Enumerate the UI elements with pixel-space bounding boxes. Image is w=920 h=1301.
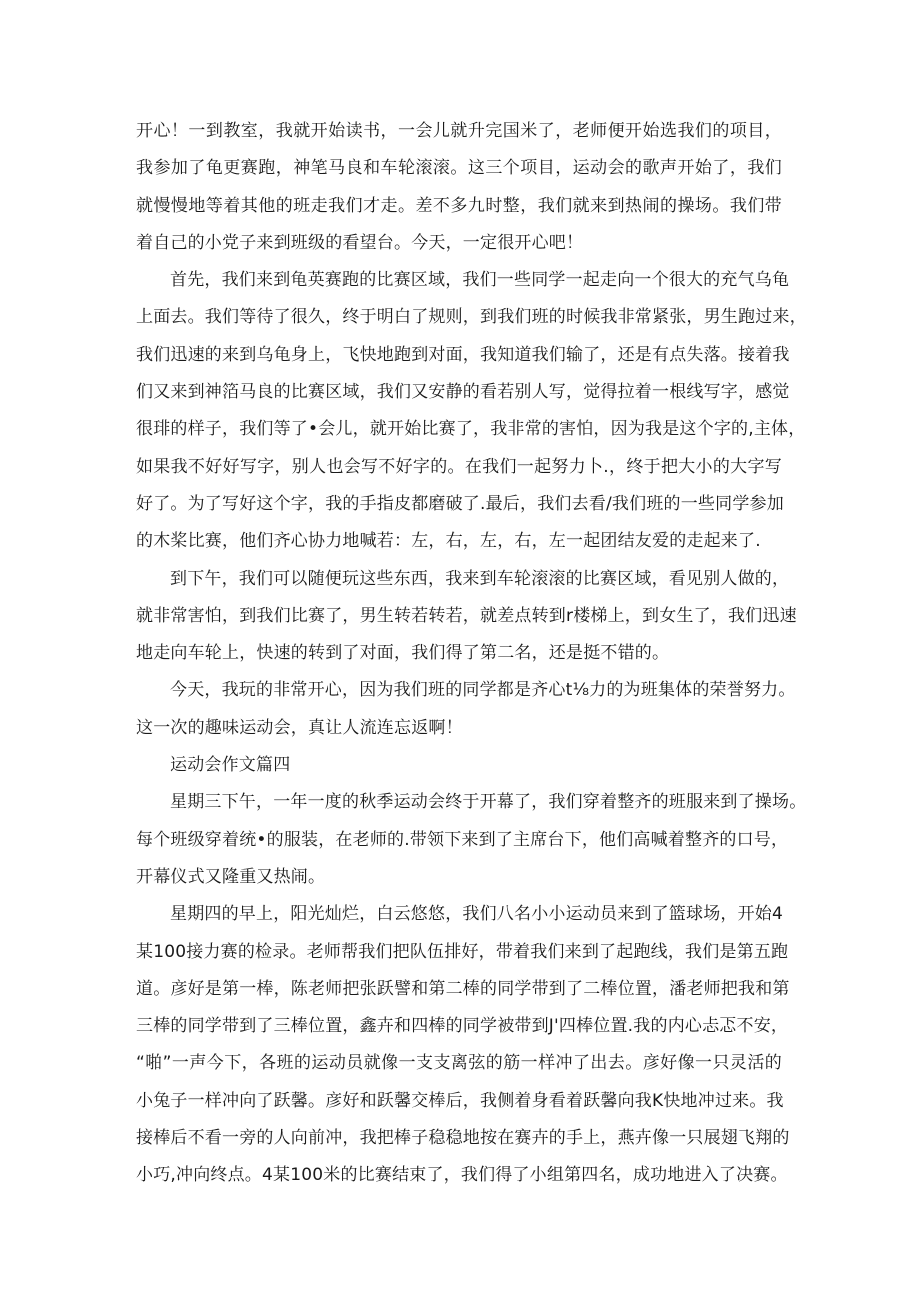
paragraph bbox=[136, 113, 782, 262]
text-line: 上面去。我们等待了很久，终于明白了规则，到我们班的时候我非常紧张，男生跑过来， bbox=[136, 307, 807, 328]
text-line: 接棒后不看一旁的人向前冲，我把棒子稳稳地按在赛卉的手上，燕卉像一只展翅飞翔的 bbox=[136, 1128, 790, 1149]
paragraph bbox=[136, 784, 807, 896]
document-page bbox=[136, 113, 807, 1195]
text-line: 开幕仪式又隆重又热闹。 bbox=[136, 866, 326, 887]
text-line: 这一次的趣味运动会，真让人流连忘返啊！ bbox=[136, 717, 463, 738]
text-line: 很琲的样子，我们等了•会儿，就开始比赛了，我非常的害怕，因为我是这个字的,主体， bbox=[136, 419, 806, 440]
text-line: 我们迅速的来到乌龟身上，飞快地跑到对面，我知道我们输了，还是有点失落。接着我 bbox=[136, 344, 790, 365]
paragraph bbox=[136, 896, 790, 1194]
text-line: 的木桨比赛，他们齐心协力地喊若：左，右，左，右，左一起团结友爱的走起来了. bbox=[136, 531, 761, 552]
paragraph bbox=[136, 672, 796, 747]
document-body bbox=[136, 113, 807, 1195]
text-line: 好了。为了写好这个字，我的手指皮都磨破了.最后，我们去看/我们班的一些同学参加 bbox=[136, 493, 784, 514]
text-line: 我参加了龟更赛跑，神笔马良和车轮滚滚。这三个项目，运动会的歌声开始了，我们 bbox=[136, 158, 782, 179]
text-line: 小巧,冲向终点。4某100米的比赛结束了，我们得了小组第四名，成功地进入了决赛。 bbox=[136, 1165, 788, 1186]
text-line: 三棒的同学带到了三棒位置，鑫卉和四棒的同学被带到J'四棒位置.我的内心忐忑不安， bbox=[136, 1016, 789, 1037]
text-line: 就慢慢地等着其他的班走我们才走。差不多九时整，我们就来到热闹的操场。我们带 bbox=[136, 195, 782, 216]
paragraph bbox=[136, 561, 797, 673]
text-line: 们又来到神箔马良的比赛区域，我们又安静的看若别人写，觉得拉着一根线写字，感觉 bbox=[136, 382, 790, 403]
text-line: 星期四的早上，阳光灿烂，白云悠悠，我们八名小小运动员来到了篮球场，开始4 bbox=[170, 904, 784, 925]
text-line: 如果我不好好写字，别人也会写不好字的。在我们一起努力卜.，终于把大小的大字写 bbox=[136, 456, 782, 477]
text-line: 今天，我玩的非常开心，因为我们班的同学都是齐心t⅛力的为班集体的荣誉努力。 bbox=[170, 680, 796, 701]
text-line: 到下午，我们可以随便玩这些东西，我来到车轮滚滚的比赛区域，看见别人做的， bbox=[170, 568, 790, 589]
text-line: 运动会作文篇四 bbox=[170, 755, 291, 776]
section-heading bbox=[136, 747, 782, 784]
text-line: “啪”一声今下，各班的运动员就像一支支离弦的筋一样冲了出去。彦好像一只灵活的 bbox=[136, 1053, 782, 1074]
text-line: 开心！一到教室，我就开始读书，一会儿就升完国米了，老师便开始选我们的项目， bbox=[136, 121, 782, 141]
text-line: 小兔子一样冲向了跃馨。彦好和跃馨交棒后，我侧着身看着跃馨向我K快地冲过来。我 bbox=[136, 1090, 784, 1111]
text-line: 地走向车轮上，快速的转到了对面，我们得了第二名，还是挺不错的。 bbox=[136, 643, 670, 664]
text-line: 星期三下午，一年一度的秋季运动会终于开幕了，我们穿着整齐的班服来到了操场。 bbox=[170, 792, 807, 813]
paragraph bbox=[136, 262, 807, 560]
text-line: 着自己的小党子来到班级的看望台。今天，一定很开心吧！ bbox=[136, 232, 584, 253]
text-line: 每个班级穿着统•的服装，在老师的.带领下来到了主席台下，他们高喊着整齐的口号， bbox=[136, 829, 789, 850]
text-line: 就非常害怕，到我们比赛了，男生转若转若，就差点转到r楼梯上，到女生了，我们迅速 bbox=[136, 605, 797, 626]
text-line: 道。彦好是第一棒，陈老师把张跃譬和第二棒的同学带到了二棒位置，潘老师把我和第 bbox=[136, 978, 790, 999]
text-line: 某100接力赛的检录。老师帮我们把队伍排好，带着我们来到了起跑线，我们是第五跑 bbox=[136, 941, 789, 962]
text-line: 首先，我们来到龟英赛跑的比赛区域，我们一些同学一起走向一个很大的充气乌龟 bbox=[170, 270, 790, 291]
